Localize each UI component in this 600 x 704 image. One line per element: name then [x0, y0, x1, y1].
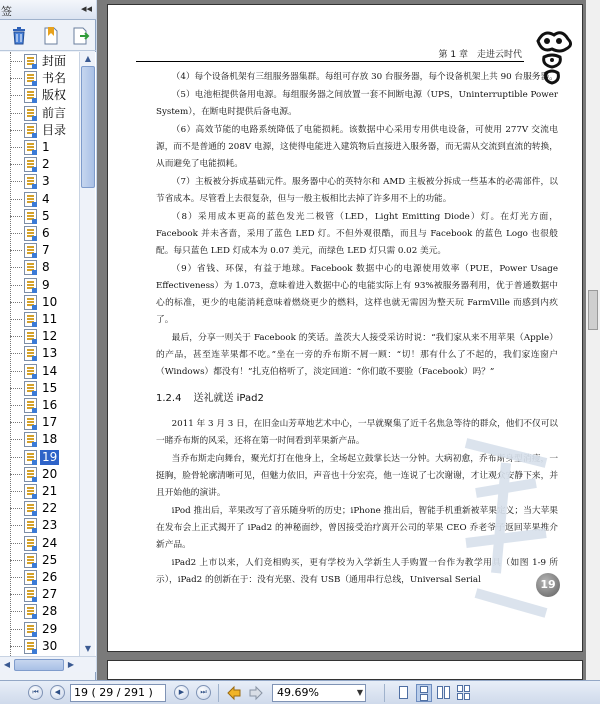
bookmark-item[interactable]	[14, 638, 78, 655]
bookmark-page-icon	[24, 484, 37, 499]
scrollbar-thumb[interactable]	[81, 66, 95, 188]
tree-connector	[10, 525, 22, 526]
next-page-button[interactable]	[174, 685, 189, 700]
header-rule	[136, 61, 524, 62]
tree-connector	[10, 353, 22, 354]
bookmark-page-icon	[24, 604, 37, 619]
tree-connector	[10, 267, 22, 268]
bookmark-label: 18	[42, 432, 58, 447]
chapter-header: 第 1 章 走进云时代	[438, 50, 522, 60]
bookmark-item[interactable]	[14, 208, 78, 225]
bookmark-page-icon	[24, 622, 37, 637]
tree-connector	[10, 285, 22, 286]
tree-connector	[10, 474, 22, 475]
bookmark-label: 28	[42, 604, 58, 619]
bookmark-tree-horizontal-scrollbar[interactable]	[0, 656, 96, 672]
paragraph: （7）主板被分拆成基础元件。服务器中心的英特尔和 AMD 主板被分拆成一些基本的必需部件，以节省成本。尽管看上去很复杂，但与一般主板相比去掉了许多用不上的功能。	[156, 177, 558, 204]
bookmark-label: 11	[42, 312, 58, 326]
new-bookmark-icon	[40, 25, 62, 47]
paragraph: iPod 推出后，苹果改写了音乐随身听的历史；iPhone 推出后，智能手机重新被苹果定义；当大苹果在发布会上正式揭开了 iPad2 的神秘面纱，曾因接受治疗离开公司的苹果 CEO 乔老爷子返回苹果推介新产品。	[156, 506, 558, 550]
bookmark-item[interactable]	[14, 277, 78, 294]
tree-connector	[10, 543, 22, 544]
bookmark-page-icon	[24, 295, 37, 310]
document-vertical-scrollbar[interactable]	[586, 0, 600, 680]
arrow-right-icon	[248, 685, 264, 701]
bookmark-item[interactable]	[14, 380, 78, 397]
bookmarks-panel-header	[0, 0, 96, 20]
next-page-preview	[107, 660, 583, 680]
bookmark-item[interactable]	[14, 173, 78, 190]
bookmark-page-icon	[24, 450, 37, 465]
bookmark-page-icon	[24, 364, 37, 379]
bookmark-page-icon	[24, 467, 37, 482]
tree-connector	[10, 130, 22, 131]
bookmark-label: 7	[42, 243, 50, 258]
bookmark-page-icon	[24, 346, 37, 361]
tree-connector	[10, 95, 22, 96]
last-page-icon: ⏭	[200, 688, 207, 696]
document-page	[107, 4, 583, 652]
bookmarks-panel	[0, 0, 96, 680]
bookmark-page-icon	[24, 123, 37, 138]
bookmark-label: 29	[42, 621, 58, 636]
bookmark-page-icon	[24, 243, 37, 258]
bookmark-item[interactable]	[14, 311, 78, 328]
tree-connector	[10, 250, 22, 251]
bookmark-item[interactable]	[14, 294, 78, 311]
paragraph: 当乔布斯走向舞台，聚光灯打在他身上，全场起立鼓掌长达一分钟。大病初愈，乔布斯身型消瘦，一挺胸，脸骨轮廓清晰可见，但魅力依旧，声音也十分宏亮，他一连说了七次谢谢，才让观众安静下来，并且开始他的演讲。	[156, 454, 558, 498]
bookmark-page-icon	[24, 570, 37, 585]
bookmark-item[interactable]	[14, 466, 78, 483]
tree-connector	[10, 594, 22, 595]
new-bookmark-button[interactable]	[40, 25, 62, 47]
bookmark-label: 12	[42, 329, 58, 344]
bookmark-label: 22	[42, 501, 58, 516]
tree-connector	[10, 646, 22, 647]
tree-connector	[10, 113, 22, 114]
bookmark-page-icon	[24, 381, 37, 396]
bookmark-label: 9	[42, 277, 50, 292]
bookmark-page-icon	[24, 209, 37, 224]
paragraph: （9）省钱、环保，有益于地球。Facebook 数据中心的电源使用效率（PUE，Power Usage Effectiveness）为 1.073，意味着进入数据中心的电能实际上有 93%被服务器利用，优于普通数据中心的标准，更少的电能消耗意味着燃烧更少的燃料，这样也就无需因为整天玩 FarmVille 而感到内疚了。	[156, 264, 558, 325]
bookmark-item[interactable]	[14, 53, 78, 70]
tree-connector	[10, 336, 22, 337]
bookmark-label: 24	[42, 535, 58, 550]
bookmark-label: 26	[42, 570, 58, 584]
bookmarks-panel-title: 签	[1, 5, 12, 18]
tree-connector	[10, 491, 22, 492]
zoom-value: 49.69%	[277, 686, 319, 699]
bookmark-label: 16	[42, 398, 58, 412]
bookmark-page-icon	[24, 106, 37, 121]
section-heading	[156, 390, 558, 407]
bookmark-item[interactable]	[14, 414, 78, 431]
paragraph: 2011 年 3 月 3 日，在旧金山芳草地艺术中心，一早就聚集了近千名焦急等待的群众，他们不仅可以一睹乔布斯的风采，还将在第一时间看到苹果新产品。	[156, 419, 558, 446]
scroll-down-arrow-icon[interactable]: ▼	[84, 644, 92, 653]
tree-connector	[10, 371, 22, 372]
paragraph: 最后，分享一则关于 Facebook 的笑话。盖茨大人接受采访时说：“我们家从来不用苹果（Apple）的产品，甚至连苹果都不吃。”坐在一旁的乔布斯不屑一顾：“切！那有什么了不起的，我们家连窗户（Windows）都没有！”扎克伯格听了，淡定回道：“你们敢不要脸（Facebook）吗？”	[156, 333, 558, 377]
bookmark-label: 30	[42, 638, 58, 653]
bookmark-label: 书名	[42, 71, 67, 86]
tree-connector	[10, 388, 22, 389]
bookmark-label: 1	[42, 140, 50, 154]
bookmark-label: 17	[42, 415, 58, 430]
bookmark-item[interactable]	[14, 552, 78, 569]
single-page-view-button[interactable]	[396, 684, 412, 702]
tree-connector	[10, 233, 22, 234]
paragraph: （8）采用成本更高的蓝色发光二极管（LED，Light Emitting Diode）灯。在灯光方面，Facebook 并未吝啬，采用了蓝色 LED 灯。不但外观很酷，而且与 Facebook 的蓝色 Logo 也很般配。每只蓝色 LED 灯成本为 0.07 美元，而绿色 LED 灯只需 0.02 美元。	[156, 212, 558, 256]
tree-connector	[10, 422, 22, 423]
bookmark-item[interactable]	[14, 139, 78, 156]
tree-connector	[10, 439, 22, 440]
paragraph: iPad2 上市以来，人们竞相购买，更有学校为入学新生人手购置一台作为教学用具（如图 1-9 所示），iPad2 的创新在于：没有光驱、没有 USB（通用串行总线，Universal Serial	[156, 558, 558, 585]
bookmark-page-icon	[24, 88, 37, 103]
previous-page-button[interactable]	[50, 685, 65, 700]
tree-connector	[10, 577, 22, 578]
chevron-down-icon: ▼	[356, 688, 363, 697]
bookmark-label: 20	[42, 466, 58, 481]
toolbar-divider	[384, 684, 385, 702]
bookmark-item[interactable]	[14, 586, 78, 603]
collapse-panel-button[interactable]: ◂◂	[80, 2, 92, 15]
bookmark-page-icon	[24, 226, 37, 241]
bookmark-label: 版权	[42, 88, 67, 103]
bookmark-page-icon	[24, 432, 37, 447]
bookmark-item[interactable]	[14, 621, 78, 638]
facing-view-button[interactable]	[436, 684, 452, 702]
tree-connector	[10, 405, 22, 406]
tree-connector	[10, 457, 22, 458]
section-number: 1.2.4	[156, 393, 182, 404]
last-page-button[interactable]	[196, 685, 211, 700]
bookmark-item[interactable]	[14, 225, 78, 242]
bookmark-page-icon	[24, 329, 37, 344]
bookmark-item[interactable]	[14, 603, 78, 620]
bookmark-page-icon	[24, 140, 37, 155]
tree-connector	[10, 78, 22, 79]
zoom-select[interactable]	[272, 684, 366, 702]
export-icon	[70, 25, 92, 47]
bookmark-item[interactable]	[14, 191, 78, 208]
bookmark-item[interactable]	[14, 500, 78, 517]
bookmark-label: 4	[42, 191, 50, 206]
bookmark-tree-vertical-scrollbar[interactable]	[79, 52, 95, 656]
page-number-input[interactable]: 19 ( 29 / 291 )	[70, 684, 166, 702]
paragraph: （6）高效节能的电路系统降低了电能损耗。该数据中心采用专用供电设备，可使用 277V 交流电源，而不是普通的 208V 电源，这使得电能进入建筑物后直接进入服务器，而无需从交流到直流的转换，从而避免了电能损耗。	[156, 125, 558, 169]
arrow-left-icon	[226, 685, 242, 701]
bookmark-item[interactable]	[14, 431, 78, 448]
tree-connector	[10, 319, 22, 320]
tree-connector	[10, 508, 22, 509]
bookmark-label: 前言	[42, 105, 67, 120]
scrollbar-thumb[interactable]	[588, 290, 598, 330]
bookmark-page-icon	[24, 398, 37, 413]
first-page-icon: ⏮	[32, 688, 39, 696]
bookmark-label: 10	[42, 294, 58, 309]
bookmark-options-button[interactable]	[70, 25, 92, 47]
bookmark-label: 27	[42, 587, 58, 602]
tree-connector	[10, 560, 22, 561]
bookmark-item[interactable]	[14, 363, 78, 380]
bookmark-item[interactable]	[14, 242, 78, 259]
bookmark-item[interactable]	[14, 122, 78, 139]
bookmark-label: 21	[42, 484, 58, 498]
bookmark-page-icon	[24, 71, 37, 86]
first-page-button[interactable]	[28, 685, 43, 700]
tree-connector	[10, 199, 22, 200]
bookmark-page-icon	[24, 501, 37, 516]
bookmark-label: 13	[42, 346, 58, 361]
next-page-icon: ▶	[178, 688, 185, 696]
page-number-badge: 19	[536, 573, 560, 597]
bookmark-item[interactable]	[14, 535, 78, 552]
delete-bookmark-button[interactable]	[8, 25, 30, 47]
forward-button[interactable]	[248, 685, 264, 701]
tree-connector	[10, 216, 22, 217]
bookmark-item[interactable]	[14, 156, 78, 173]
bookmark-label: 5	[42, 208, 50, 223]
scrollbar-thumb[interactable]	[14, 659, 64, 671]
navigation-toolbar	[0, 680, 600, 704]
bookmark-page-icon	[24, 536, 37, 551]
bookmark-page-icon	[24, 174, 37, 189]
tree-connector	[10, 61, 22, 62]
continuous-view-button[interactable]	[416, 684, 432, 702]
section-title: 送礼就送 iPad2	[193, 393, 264, 404]
trash-icon	[8, 25, 30, 47]
bookmark-page-icon	[24, 260, 37, 275]
paragraph: （5）电池柜提供备用电源。每组服务器之间放置一套不间断电源（UPS，Uninterruptible Power System），在断电时提供后备电源。	[156, 90, 558, 117]
bookmark-label: 目录	[42, 122, 67, 137]
bookmark-label: 15	[42, 380, 58, 395]
scroll-up-arrow-icon[interactable]: ▲	[84, 54, 92, 63]
continuous-facing-view-button[interactable]	[456, 684, 472, 702]
document-viewport[interactable]	[97, 0, 600, 680]
back-button[interactable]	[226, 685, 242, 701]
scroll-left-arrow-icon[interactable]: ◀	[3, 660, 11, 669]
previous-page-icon: ◀	[54, 688, 61, 696]
bookmark-page-icon	[24, 278, 37, 293]
bookmark-label: 14	[42, 363, 58, 378]
bookmark-item[interactable]	[14, 483, 78, 500]
bookmark-page-icon	[24, 518, 37, 533]
bookmark-item[interactable]	[14, 87, 78, 104]
tree-connector	[10, 181, 22, 182]
scroll-right-arrow-icon[interactable]: ▶	[67, 660, 75, 669]
bookmark-item[interactable]	[14, 105, 78, 122]
bookmark-label: 23	[42, 518, 58, 533]
bookmarks-toolbar	[0, 21, 96, 51]
tree-connector	[10, 164, 22, 165]
tree-connector	[10, 611, 22, 612]
bookmark-page-icon	[24, 312, 37, 327]
bookmark-page-icon	[24, 553, 37, 568]
tree-connector	[10, 147, 22, 148]
bookmark-item[interactable]	[14, 397, 78, 414]
bookmark-item[interactable]	[14, 517, 78, 534]
bookmark-page-icon	[24, 54, 37, 69]
bookmark-page-icon	[24, 587, 37, 602]
bookmark-page-icon	[24, 157, 37, 172]
bookmark-label: 6	[42, 226, 50, 240]
bookmark-label: 8	[42, 260, 50, 275]
bookmark-label: 25	[42, 552, 58, 567]
bookmark-item[interactable]	[14, 569, 78, 586]
bookmark-page-icon	[24, 192, 37, 207]
bookmark-label: 2	[42, 157, 50, 172]
tree-connector	[10, 302, 22, 303]
bookmark-item[interactable]	[14, 259, 78, 276]
paragraph: （4）每个设备机架有三组服务器集群。每组可存放 30 台服务器，每个设备机架上共 90 台服务器。	[171, 72, 558, 82]
bookmark-page-icon	[24, 639, 37, 654]
bookmark-page-icon	[24, 415, 37, 430]
bookmark-label: 3	[42, 174, 50, 189]
bookmark-item[interactable]	[14, 345, 78, 362]
bookmark-item[interactable]	[14, 70, 78, 87]
bookmark-item[interactable]	[14, 328, 78, 345]
bookmark-label: 19	[42, 449, 58, 464]
tree-connector	[10, 629, 22, 630]
toolbar-divider	[218, 684, 219, 702]
bookmark-label: 封面	[42, 54, 67, 68]
bookmark-item[interactable]	[14, 449, 78, 466]
